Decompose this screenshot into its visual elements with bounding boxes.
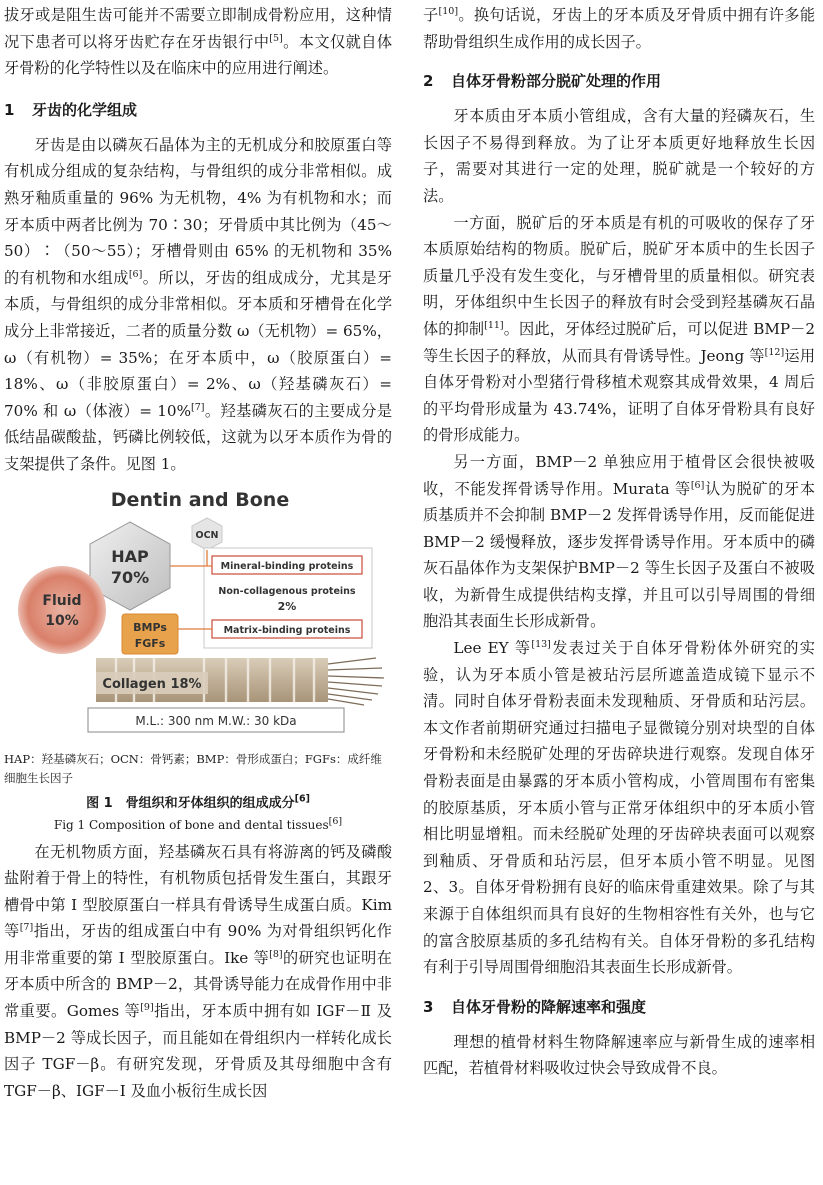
figure-1 [4,486,392,744]
demineralization-paragraph-1: 一方面，脱矿后的牙本质是有机的可吸收的保存了牙本质原始结构的物质。脱矿后，脱矿牙本质中的生长因子质量几乎没有发生变化，与牙槽骨里的质量相似。研究表明，牙体组织中生长因子的释放有时会受到羟基磷灰石晶体的抑制[11]。因此，牙体经过脱矿后，可以促进 BMP－2 等生长因子的释放，从而具有骨诱导性。Jeong 等[12]运用自体牙骨粉对小型猪行骨移植术观察其成骨效果，4 周后的平均骨形成量为 43.74%，证明了自体牙骨粉具有良好的骨形成能力。 [423,213,816,445]
intro-paragraph: 拔牙或是阻生齿可能并不需要立即制成骨粉应用，这种情况下患者可以将牙齿贮存在牙齿银行中[5]。本文仅就自体牙骨粉的化学特性以及在临床中的应用进行阐述。 [4,6,393,78]
fluid-label: Fluid [42,592,82,609]
degradation-paragraph: 理想的植骨材料生物降解速率应与新骨生成的速率相匹配，若植骨材料吸收过快会导致成骨不良。 [423,1032,815,1078]
matrix-binding-label: Matrix-binding proteins [223,624,351,636]
non-collagenous-label: Non-collagenous proteins [218,585,356,597]
figure-1-caption-en: Fig 1 Composition of bone and dental tissues[6] [53,815,343,832]
section-1-heading: 1 牙齿的化学组成 [4,100,138,119]
fgfs-label: FGFs [134,636,166,650]
hap-value: 70% [110,567,150,587]
section-2-heading: 2 自体牙骨粉部分脱矿处理的作用 [423,72,662,91]
non-collagenous-value: 2% [277,599,297,613]
figure-title: Dentin and Bone [110,488,290,511]
hap-label: HAP [111,546,149,566]
fluid-circle [18,566,106,654]
in-vitro-paragraph: Lee EY 等[13]发表过关于自体牙骨粉体外研究的实验，认为牙本质小管是被玷污层所遮盖造成镜下显示不清。同时自体牙骨粉表面未发现釉质、牙骨质和玷污层。本文作者前期研究通过扫描电子显微镜分别对块型的自体牙骨粉和未经脱矿处理的牙齿碎块进行观察。发现自体牙骨粉表面是由暴露的牙本质小管构成，小管周围布有密集的胶原基质，牙本质小管与正常牙体组织中的牙本质小管相比明显增粗。而未经脱矿处理的牙齿碎块表面可以观察到釉质、牙骨质和玷污层，但牙本质小管不明显。见图 2、3。自体牙骨粉拥有良好的临床骨重建效果。除了与其来源于自体组织而具有良好的生物相容性有关外，也与它的富含胶原基质的多孔结构有关。自体牙骨粉的多孔结构有利于引导周围骨细胞沿其表面生长形成新骨。 [423,639,815,977]
bmps-label: BMPs [133,620,167,634]
right-column [423,0,815,1082]
section-1-paragraph: 牙齿是由以磷灰石晶体为主的无机成分和胶原蛋白等有机成分组成的复杂结构，与骨组织的成分非常相似。成熟牙釉质重量的 96% 为无机物，4% 为有机物和水；而牙本质中两者比例为 70∶30；牙骨质中其比例为（45～50）∶（50～55）；牙槽骨则由 65% 的无机物和 35% 的有机物和水组成[6]。所以，牙齿的组成成分，尤其是牙本质，与骨组织的成分非常相似。牙本质和牙槽骨在化学成分上非常接近，二者的质量分数 ω（无机物）= 65%，ω（有机物）= 35%；在牙本质中，ω（胶原蛋白）= 18%、ω（非胶原蛋白）= 2%、ω（羟基磷灰石）= 70% 和 ω（体液）= 10%[7]。羟基磷灰石的主要成分是低结晶碳酸盐，钙磷比例较低，这就为以牙本质作为骨的支架提供了条件。见图 1。 [4,135,393,473]
left-column [4,0,392,1104]
section-3-heading: 3 自体牙骨粉的降解速率和强度 [423,997,647,1016]
dentin-paragraph: 牙本质由牙本质小管组成，含有大量的羟磷灰石，生长因子不易得到释放。为了让牙本质更好地释放生长因子，需要对其进行一定的处理，脱矿就是一个较好的方法。 [423,107,815,205]
demineralization-paragraph-2: 另一方面，BMP－2 单独应用于植骨区会很快被吸收，不能发挥骨诱导作用。Murata 等[6]认为脱矿的牙本质基质并不会抑制 BMP－2 发挥骨诱导作用，反而能促进 BMP－2 缓慢释放，逐步发挥骨诱导作用。牙本质中的磷灰石晶体作为支架保护BMP－2 等生长因子及蛋白不被吸收，为新骨生成提供结构支撑，并且可以引导周围的骨细胞沿其表面生长形成新骨。 [423,452,816,631]
continued-paragraph: 子[10]。换句话说，牙齿上的牙本质及牙骨质中拥有许多能帮助骨组织生成作用的成长因子。 [423,5,816,51]
mineral-binding-label: Mineral-binding proteins [220,560,354,572]
inorganic-paragraph: 在无机物质方面，羟基磷灰石具有将游离的钙及磷酸盐附着于骨上的特性，有机物质包括骨发生蛋白，其跟牙槽骨中第 Ⅰ 型胶原蛋白一样具有骨诱导生成蛋白质。Kim 等[7]指出，牙齿的组成蛋白中有 90% 为对骨组织钙化作用非常重要的第 Ⅰ 型胶原蛋白。Ike 等[8]的研究也证明在牙本质中所含的 BMP－2，其骨诱导能力在成骨作用中非常重要。Gomes 等[9]指出，牙本质中拥有如 IGF－Ⅱ 及 BMP－2 等成长因子，而且能如在骨组织内一样转化成长因子 TGF－β。有研究发现，牙骨质及其母细胞中含有 TGF－β、IGF－Ⅰ 及血小板衍生成长因 [4,842,392,1100]
figure-1-notes: HAP：羟基磷灰石；OCN：骨钙素；BMP：骨形成蛋白；FGFs：成纤维细胞生长因子 [4,751,382,785]
figure-1-caption-cn: 图 1 骨组织和牙体组织的组成成分[6] [86,793,310,811]
collagen-label: Collagen 18% [102,676,202,692]
fluid-value: 10% [45,612,79,629]
ml-mw-label: M.L.: 300 nm M.W.: 30 kDa [135,713,297,728]
ocn-label: OCN [195,529,219,541]
